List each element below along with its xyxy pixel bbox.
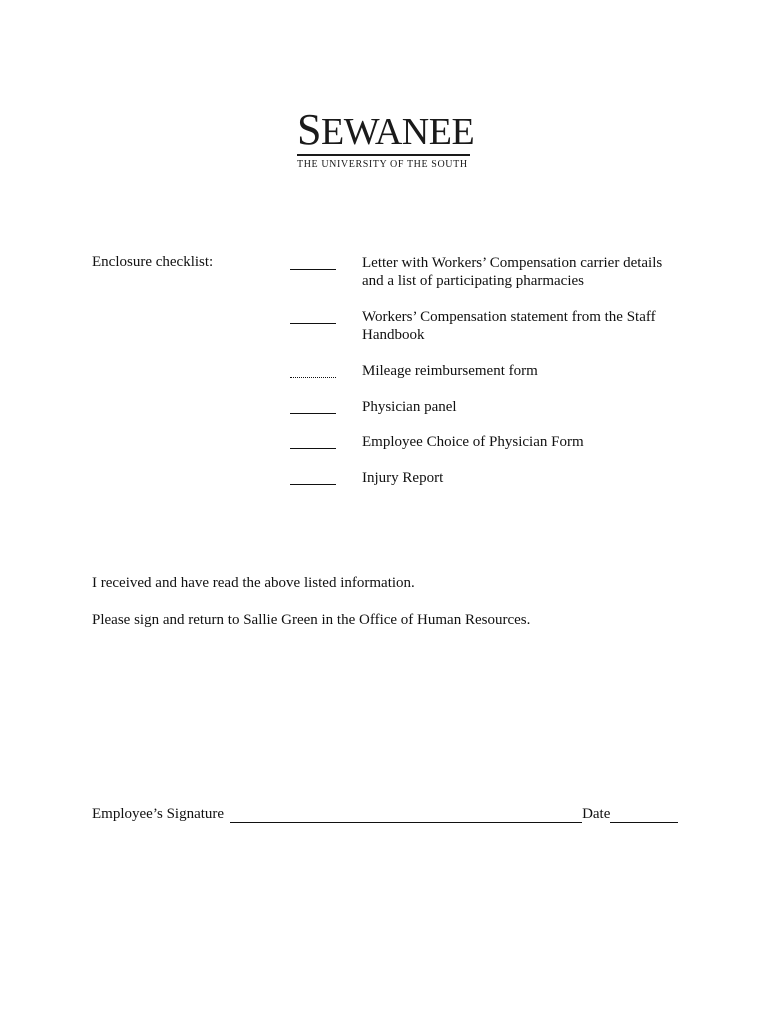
checklist-item-text: Physician panel [362,399,457,415]
checklist-item [290,433,690,451]
signature-label: Employee’s Signature [92,806,225,822]
checklist-item-text: Mileage reimbursement form [362,363,538,379]
checklist-item-text: Workers’ Compensation statement from the Staff Handbook [362,309,656,343]
checklist-item-text: Injury Report [362,470,444,486]
signature-row [92,806,678,823]
checkbox-blank-line[interactable] [290,469,336,485]
date-label: Date [582,806,611,822]
checklist-item [290,469,690,487]
return-instructions: Please sign and return to Sallie Green in the Office of Human Resources. [92,612,531,628]
checkbox-blank-line[interactable] [290,308,336,324]
checklist-item-text: Employee Choice of Physician Form [362,434,584,450]
logo-wordmark: SEWANEE [297,105,475,154]
date-line[interactable] [610,808,678,823]
signature-line[interactable] [230,808,582,823]
checklist-item [290,398,690,416]
checklist-item-text: Letter with Workers’ Compensation carrier details and a list of participating pharmacies [362,255,663,289]
received-statement: I received and have read the above listed information. [92,575,415,591]
checkbox-blank-line[interactable] [290,362,336,378]
checkbox-blank-line[interactable] [290,398,336,414]
checklist-item [290,254,690,290]
checklist-item [290,362,690,380]
logo-subtitle: THE UNIVERSITY OF THE SOUTH [297,159,468,170]
enclosure-checklist-label: Enclosure checklist: [92,254,214,270]
checkbox-blank-line[interactable] [290,254,336,270]
sewanee-logo [297,105,475,170]
logo-rule [297,154,470,156]
checkbox-blank-line[interactable] [290,433,336,449]
checklist-item [290,308,690,344]
